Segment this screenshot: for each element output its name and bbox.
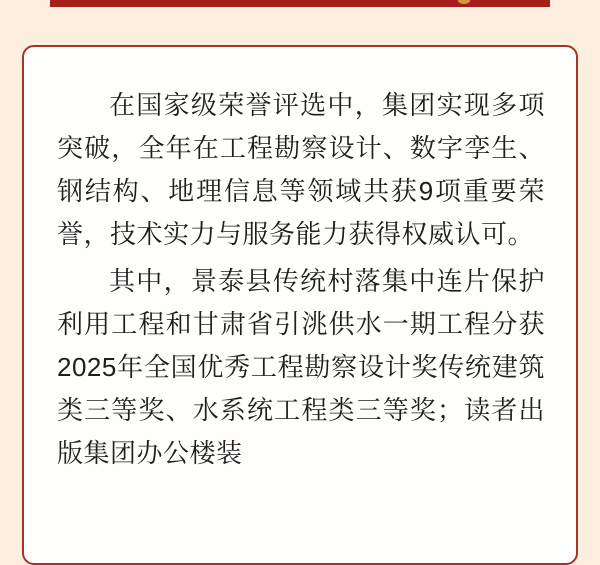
content-card [22, 45, 578, 565]
paragraph-award-details: 其中，景泰县传统村落集中连片保护利用工程和甘肃省引洮供水一期工程分获2025年全国优秀工程勘察设计奖传统建筑类三等奖、水系统工程类三等奖；读者出版集团办公楼装 [57, 266, 545, 468]
header-banner-bottom-edge [50, 0, 550, 7]
gold-ornament-icon [458, 0, 470, 4]
paragraph-honors-summary: 在国家级荣誉评选中，集团实现多项突破，全年在工程勘察设计、数字孪生、钢结构、地理信息等领域共获9项重要荣誉，技术实力与服务能力获得权威认可。 [57, 90, 545, 249]
